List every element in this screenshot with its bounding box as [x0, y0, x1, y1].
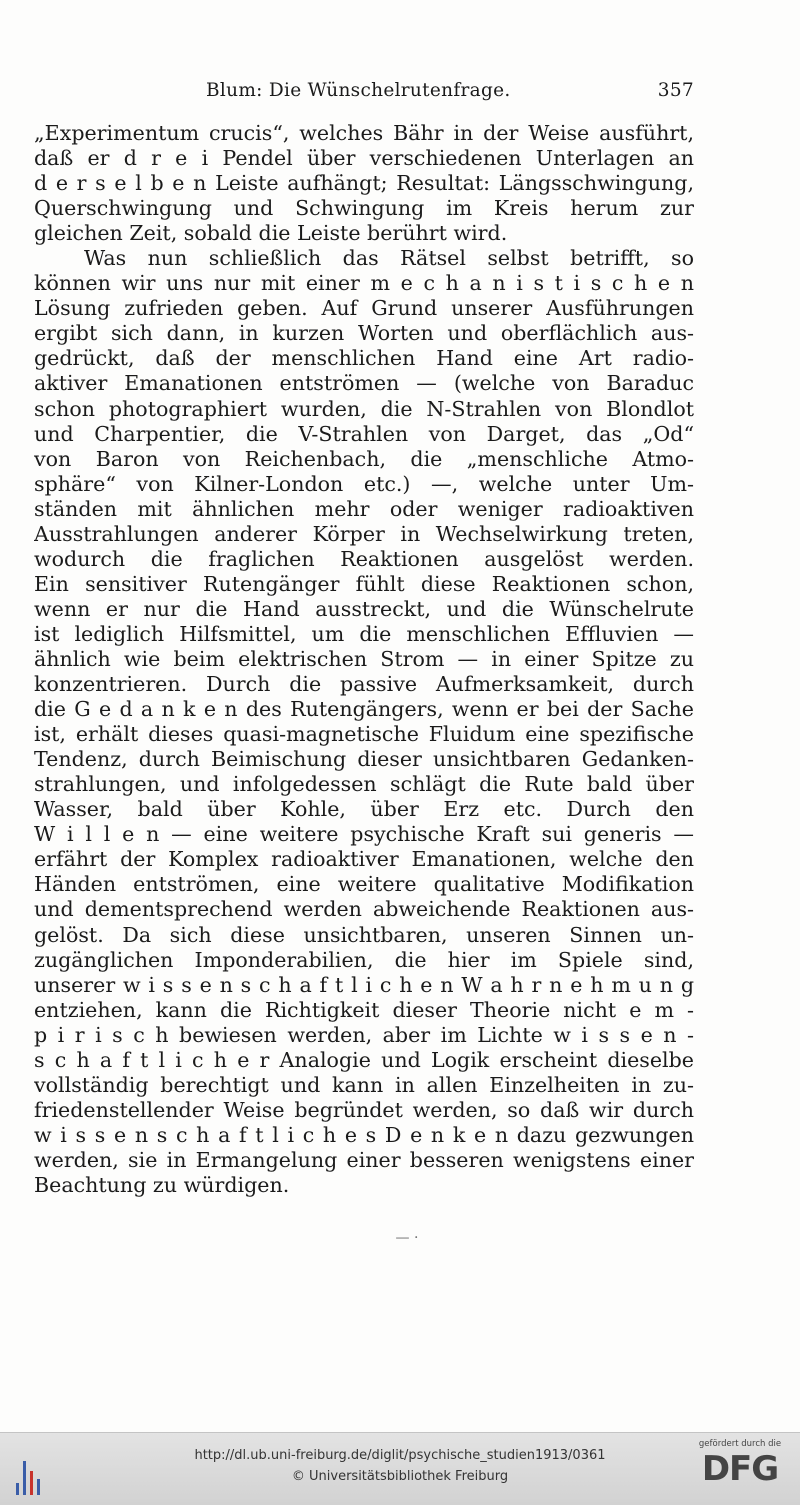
text-line: ist, erhält dieses quasi-magnetische Fluidum eine spezifische	[34, 722, 694, 747]
permalink-url[interactable]: http://dl.ub.uni-freiburg.de/diglit/psychische_studien1913/0361	[194, 1448, 606, 1463]
running-header	[34, 80, 694, 108]
text-line: Ausstrahlungen anderer Körper in Wechselwirkung treten,	[34, 521, 694, 546]
text-line: w i s s e n s c h a f t l i c h e s D e n k e n dazu gezwungen	[34, 1122, 694, 1147]
text-line: Händen entströmen, eine weitere qualitative Modifikation	[34, 872, 694, 897]
text-line: ähnlich wie beim elektrischen Strom — in einer Spitze zu	[34, 646, 694, 671]
text-line: erfährt der Komplex radioaktiver Emanationen, welche den	[34, 847, 694, 872]
text-line: Querschwingung und Schwingung im Kreis herum zur	[34, 196, 694, 221]
copyright-notice: © Universitätsbibliothek Freiburg	[291, 1469, 509, 1484]
text-line: werden, sie in Ermangelung einer besseren wenigstens einer	[34, 1147, 694, 1172]
text-line: und Charpentier, die V-Strahlen von Darget, das „Od“	[34, 421, 694, 446]
text-line: Beachtung zu würdigen.	[34, 1172, 290, 1197]
text-line: Lösung zufrieden geben. Auf Grund unserer Ausführungen	[34, 296, 694, 321]
text-line: Was nun schließlich das Rätsel selbst betrifft, so	[84, 246, 694, 271]
running-title: Blum: Die Wünschelrutenfrage.	[206, 80, 511, 101]
text-line: konzentrieren. Durch die passive Aufmerksamkeit, durch	[34, 672, 694, 697]
text-line: Wasser, bald über Kohle, über Erz etc. Durch den	[34, 797, 694, 822]
funding-note: gefördert durch die	[698, 1439, 782, 1449]
dfg-logo-mark: DFG	[701, 1449, 779, 1489]
text-line: gedrückt, daß der menschlichen Hand eine Art radio-	[34, 346, 694, 371]
body-text	[34, 121, 694, 1198]
text-line: sphäre“ von Kilner-London etc.) —, welche unter Um-	[34, 471, 694, 496]
text-line: aktiver Emanationen entströmen — (welche von Baraduc	[34, 371, 694, 396]
text-line: „Experimentum crucis“, welches Bähr in der Weise ausführt,	[34, 121, 694, 145]
text-line: vollständig berechtigt und kann in allen Einzelheiten in zu-	[34, 1072, 694, 1097]
text-line: ist lediglich Hilfsmittel, um die menschlichen Effluvien —	[34, 621, 694, 646]
text-line: friedenstellender Weise begründet werden, so daß wir durch	[34, 1097, 694, 1122]
text-line: ständen mit ähnlichen mehr oder weniger radioaktiven	[34, 496, 694, 521]
text-line: gelöst. Da sich diese unsichtbaren, unseren Sinnen un-	[34, 922, 694, 947]
text-line: die G e d a n k e n des Rutengängers, wenn er bei der Sache	[34, 697, 694, 722]
text-line: schon photographiert wurden, die N-Strahlen von Blondlot	[34, 396, 694, 421]
text-line: unserer w i s s e n s c h a f t l i c h e n W a h r n e h m u n g	[34, 972, 694, 997]
text-line: wodurch die fraglichen Reaktionen ausgelöst werden.	[34, 546, 694, 571]
text-line: entziehen, kann die Richtigkeit dieser Theorie nicht e m -	[34, 997, 694, 1022]
text-line: d e r s e l b e n Leiste aufhängt; Resultat: Längsschwingung,	[34, 171, 694, 196]
viewer-footer	[0, 1432, 800, 1505]
text-line: können wir uns nur mit einer m e c h a n i s t i s c h e n	[34, 271, 694, 296]
page-number: 357	[657, 80, 694, 101]
text-line: von Baron von Reichenbach, die „menschliche Atmo-	[34, 446, 694, 471]
text-line: ergibt sich dann, in kurzen Worten und oberflächlich aus-	[34, 321, 694, 346]
text-line: strahlungen, und infolgedessen schlägt die Rute bald über	[34, 772, 694, 797]
text-line: zugänglichen Imponderabilien, die hier im Spiele sind,	[34, 947, 694, 972]
text-line: p i r i s c h bewiesen werden, aber im Lichte w i s s e n -	[34, 1022, 694, 1047]
text-line: wenn er nur die Hand ausstreckt, und die Wünschelrute	[34, 596, 694, 621]
text-line: Tendenz, durch Beimischung dieser unsichtbaren Gedanken-	[34, 747, 694, 772]
text-line: daß er d r e i Pendel über verschiedenen Unterlagen an	[34, 146, 694, 171]
dfg-logo[interactable]	[690, 1439, 790, 1499]
text-line: Ein sensitiver Rutengänger fühlt diese Reaktionen schon,	[34, 571, 694, 596]
text-line: s c h a f t l i c h e r Analogie und Logik erscheint dieselbe	[34, 1047, 694, 1072]
text-line: und dementsprechend werden abweichende Reaktionen aus-	[34, 897, 694, 922]
section-separator: — ·	[395, 1230, 419, 1246]
text-line: gleichen Zeit, sobald die Leiste berührt wird.	[34, 221, 508, 246]
text-line: W i l l e n — eine weitere psychische Kraft sui generis —	[34, 822, 694, 847]
